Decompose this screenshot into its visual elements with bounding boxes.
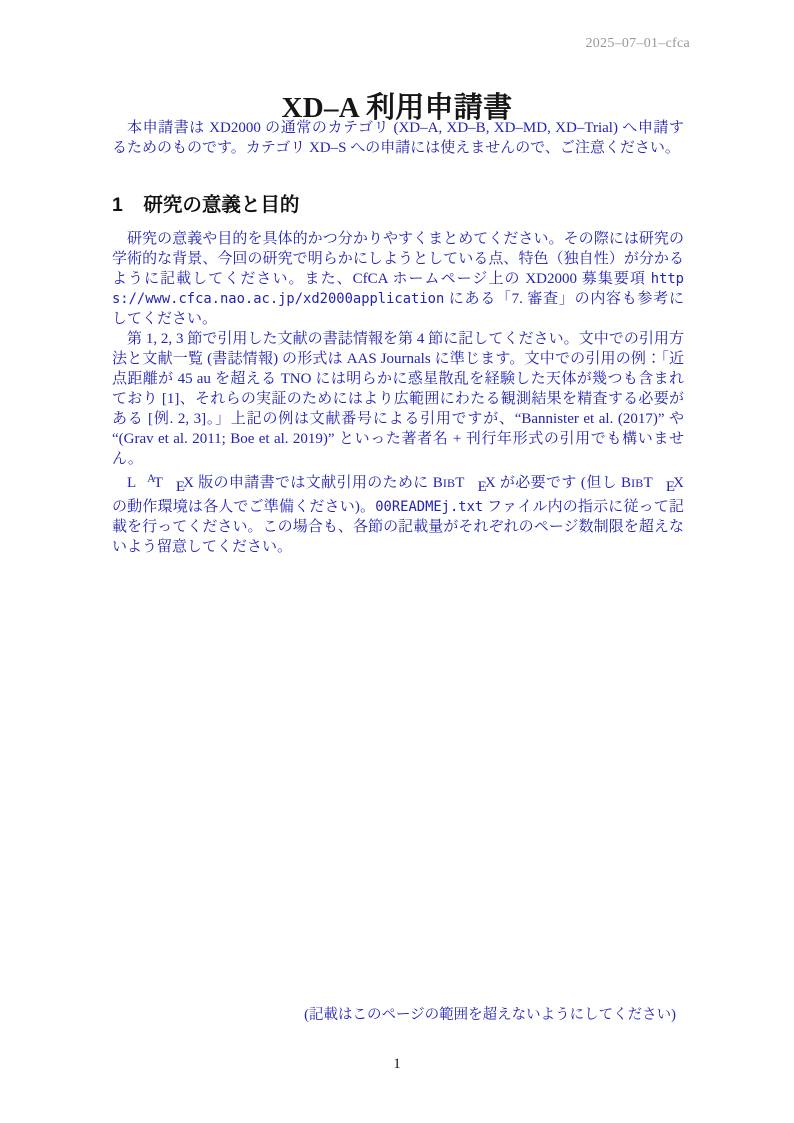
text-segment: 版の申請書では文献引用のために B — [194, 475, 443, 492]
page-title: XD–A 利用申請書 — [281, 92, 513, 125]
section-number: 1 — [112, 194, 123, 216]
text-segment: E — [477, 478, 487, 495]
paragraph — [112, 229, 684, 329]
text-segment: IB — [631, 476, 644, 491]
section-title: 研究の意義と目的 — [143, 194, 300, 216]
text-segment: T — [455, 475, 465, 492]
text-segment: IB — [442, 476, 456, 491]
paragraph — [112, 118, 684, 158]
section-body-paragraphs — [112, 229, 684, 557]
text-segment: T — [153, 475, 163, 492]
text-segment: の動作環境は各人でご準備ください)。 — [112, 498, 376, 515]
text-segment: L — [127, 475, 137, 492]
text-segment: X — [183, 475, 194, 492]
text-segment: E — [175, 478, 186, 495]
text-segment: にある「7. 審査」の内容も参考にしてください。 — [112, 291, 684, 327]
text-segment: 第 1, 2, 3 節で引用した文献の書誌情報を第 4 節に記してください。文中での引用方法と文献一覧 (書誌情報) の形式は AAS Journals に準じます。文中での引用の例：「近点距離が 45 au を超える TNO には明らかに惑星散乱を経験した天体が幾つも含まれており [1]、それらの実証のためにはより広範囲にわたる観測結果を精査する必要がある [例. 2, 3]。」上記の例は文献番号による引用ですが、“Bannister et al. (2017)” や “(Grav et al. 2011; Boe et al. 2019)” といった著者名 + 刊行年形式の引用でも構いません。 — [112, 331, 684, 467]
paragraph — [112, 329, 684, 469]
paragraph — [112, 469, 684, 557]
text-segment: ファイル内の指示に従って記載を行ってください。この場合も、各節の記載量がそれぞれのページ数制限を超えないよう留意してください。 — [112, 498, 685, 555]
document-timestamp: 2025–07–01–cfca — [585, 36, 690, 51]
text-segment: が必要です (但し B — [495, 475, 632, 492]
section-heading — [112, 189, 684, 217]
text-segment: A — [147, 473, 156, 485]
text-segment: X — [484, 475, 496, 492]
text-segment: 00READMEj.txt — [375, 498, 484, 515]
intro-paragraphs — [112, 118, 684, 158]
text-segment: T — [643, 475, 653, 492]
text-segment: 本申請書は XD2000 の通常のカテゴリ (XD–A, XD–B, XD–MD, XD–Trial) へ申請するためのものです。カテゴリ XD–S への申請には使えませんので、ご注意ください。 — [112, 120, 684, 156]
footer-note: (記載はこのページの範囲を超えないようにしてください) — [304, 1007, 676, 1023]
text-segment: E — [665, 478, 676, 495]
url-link[interactable]: https://www.cfca.nao.ac.jp/xd2000application — [112, 271, 684, 307]
text-segment: X — [673, 475, 684, 492]
text-segment: 研究の意義や目的を具体的かつ分かりやすくまとめてください。その際には研究の学術的な背景、今回の研究で明らかにしようとしている点、特色（独自性）が分かるように記載してください。また、CfCA ホームページ上の XD2000 募集要項 — [112, 231, 684, 287]
page-number: 1 — [393, 1056, 401, 1072]
